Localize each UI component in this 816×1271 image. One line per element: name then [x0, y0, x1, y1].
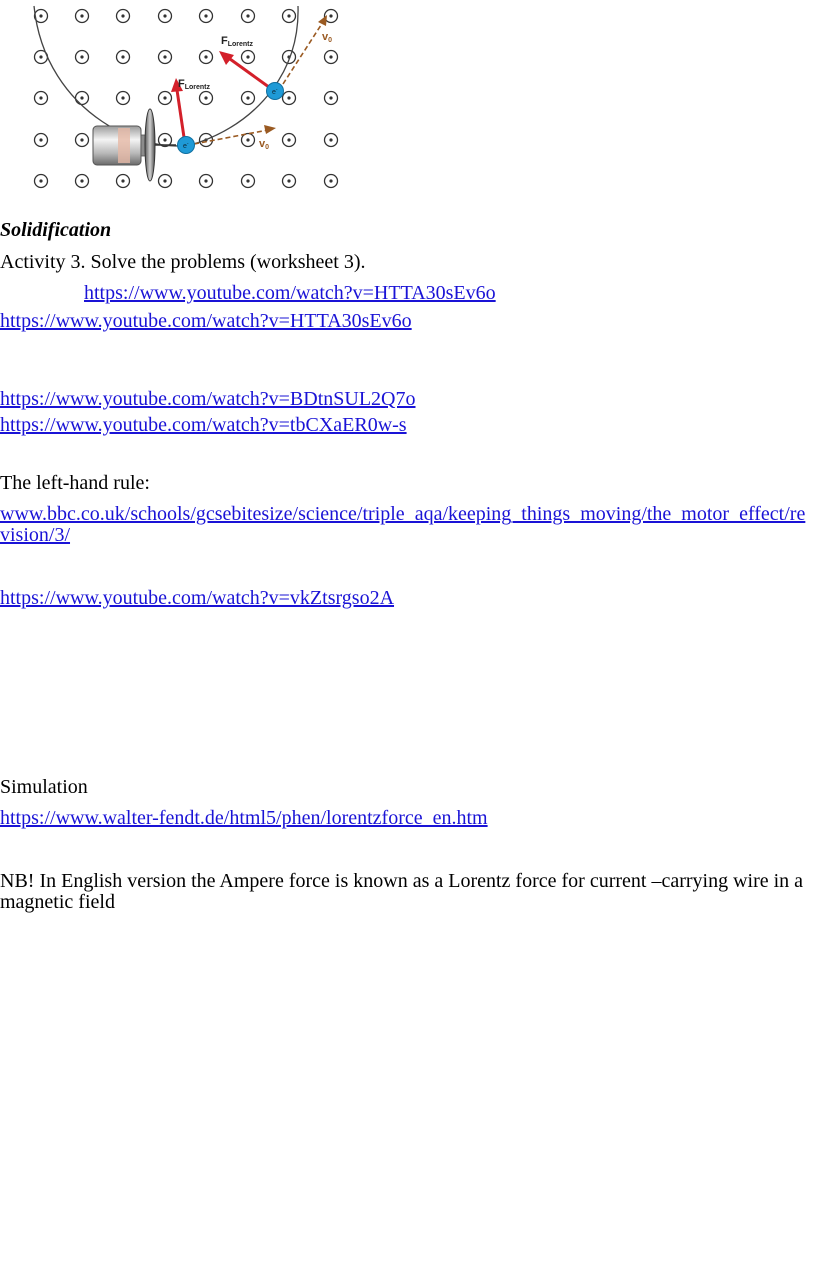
- magnetic-field-grid: [35, 10, 338, 188]
- youtube-link-1[interactable]: https://www.youtube.com/watch?v=HTTA30sEv6o: [84, 282, 496, 304]
- field-dot-icon: [325, 134, 338, 147]
- svg-text:e-: e-: [183, 141, 189, 150]
- youtube-link-4[interactable]: https://www.youtube.com/watch?v=tbCXaER0w-s: [0, 414, 407, 436]
- field-dot-icon: [117, 51, 130, 64]
- field-dot-icon: [117, 10, 130, 23]
- svg-text:v0: v0: [322, 31, 333, 44]
- simulation-label: Simulation: [0, 776, 88, 798]
- svg-text:v0: v0: [259, 138, 270, 151]
- field-dot-icon: [159, 51, 172, 64]
- bbc-bitesize-link[interactable]: www.bbc.co.uk/schools/gcsebitesize/science/triple_aqa/keeping_things_moving/the_motor_effect/revision/3/: [0, 503, 806, 546]
- simulation-link[interactable]: https://www.walter-fendt.de/html5/phen/lorentzforce_en.htm: [0, 807, 488, 829]
- field-dot-icon: [159, 175, 172, 188]
- trajectory-curve: [34, 6, 298, 146]
- svg-text:FLorentz: FLorentz: [178, 78, 211, 91]
- field-dot-icon: [76, 51, 89, 64]
- svg-text:FLorentz: FLorentz: [221, 35, 254, 48]
- field-dot-icon: [117, 175, 130, 188]
- field-dot-icon: [200, 51, 213, 64]
- field-dot-icon: [35, 134, 48, 147]
- field-dot-icon: [76, 175, 89, 188]
- field-dot-icon: [35, 92, 48, 105]
- field-dot-icon: [242, 10, 255, 23]
- field-dot-icon: [283, 10, 296, 23]
- field-dot-icon: [325, 175, 338, 188]
- field-dot-icon: [76, 92, 89, 105]
- velocity-arrow-upper: [283, 15, 332, 84]
- field-dot-icon: [200, 92, 213, 105]
- field-dot-icon: [283, 134, 296, 147]
- activity-instruction: Activity 3. Solve the problems (worksheet 3).: [0, 251, 366, 273]
- field-dot-icon: [76, 10, 89, 23]
- youtube-link-5[interactable]: https://www.youtube.com/watch?v=vkZtsrgso2A: [0, 587, 395, 609]
- field-dot-icon: [200, 10, 213, 23]
- youtube-link-3[interactable]: https://www.youtube.com/watch?v=BDtnSUL2Q7o: [0, 388, 416, 410]
- field-dot-icon: [283, 175, 296, 188]
- field-dot-icon: [242, 92, 255, 105]
- field-dot-icon: [159, 10, 172, 23]
- field-dot-icon: [242, 175, 255, 188]
- electron-upper: [267, 83, 284, 100]
- field-dot-icon: [283, 92, 296, 105]
- section-heading: Solidification: [0, 219, 112, 241]
- electron-lower: [178, 137, 195, 154]
- field-dot-icon: [325, 92, 338, 105]
- left-hand-rule-label: The left-hand rule:: [0, 472, 150, 494]
- bullet-link-row: [62, 283, 496, 303]
- field-dot-icon: [325, 51, 338, 64]
- field-dot-icon: [242, 51, 255, 64]
- field-dot-icon: [117, 92, 130, 105]
- field-dot-icon: [159, 92, 172, 105]
- svg-text:e-: e-: [272, 87, 278, 96]
- field-dot-icon: [35, 175, 48, 188]
- lorentz-force-diagram: [0, 0, 360, 205]
- field-dot-icon: [76, 134, 89, 147]
- note-paragraph: NB! In English version the Ampere force is known as a Lorentz force for current –carrying wire in a magnetic field: [0, 870, 804, 913]
- youtube-link-2[interactable]: https://www.youtube.com/watch?v=HTTA30sEv6o: [0, 310, 412, 332]
- electron-gun: [93, 109, 176, 181]
- field-dot-icon: [200, 175, 213, 188]
